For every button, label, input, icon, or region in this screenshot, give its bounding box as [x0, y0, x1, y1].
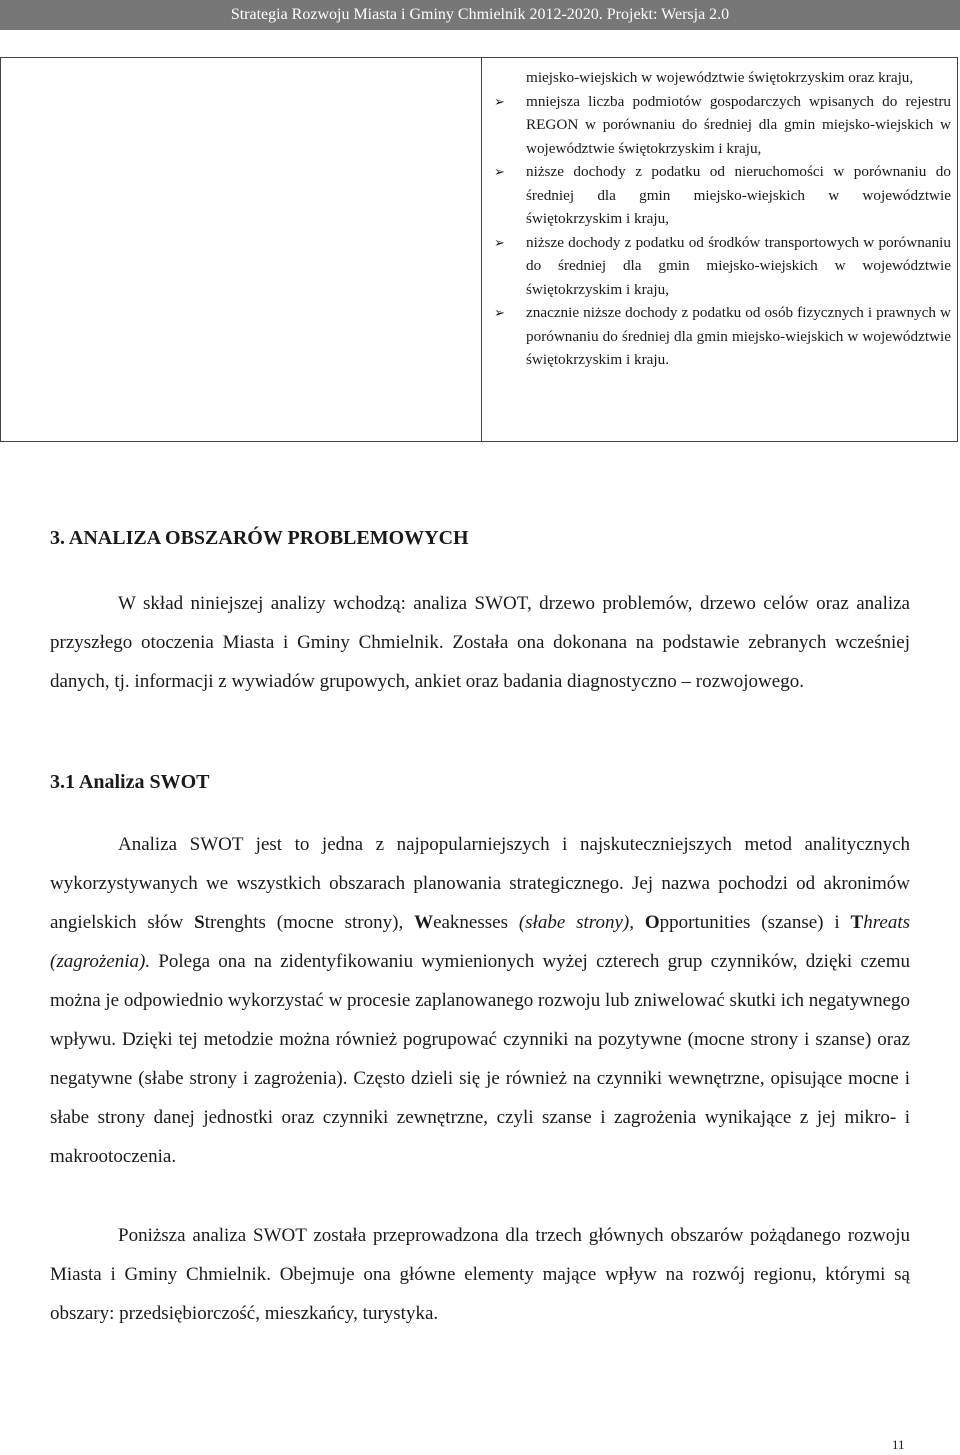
page-header: [0, 0, 960, 30]
section-heading: 3. ANALIZA OBSZARÓW PROBLEMOWYCH: [50, 527, 469, 549]
swot-table-fragment: [0, 57, 958, 442]
continuation-text: miejsko-wiejskich w województwie świętokrzyskim oraz kraju,: [526, 69, 914, 86]
list-item-text: znacznie niższe dochody z podatku od osób fizycznych i prawnych w porównaniu do średniej dla gmin miejsko-wiejskich w województwie świętokrzyskim i kraju.: [526, 304, 951, 368]
subsection-heading: 3.1 Analiza SWOT: [50, 771, 210, 793]
section-paragraph: W skład niniejszej analizy wchodzą: analiza SWOT, drzewo problemów, drzewo celów oraz analiza przyszłego otoczenia Miasta i Gminy Chmielnik. Została ona dokonana na podstawie zebranych wcześniej danych, tj. informacji z wywiadów grupowych, ankiet oraz badania diagnostyczno – rozwojowego.: [50, 593, 910, 692]
arrow-bullet-icon: ➢: [494, 164, 505, 179]
acronym-letter: S: [194, 912, 205, 933]
paragraph-text: Polega ona na zidentyfikowaniu wymienionych wyżej czterech grup czynników, dzięki czemu można je odpowiednio wykorzystać w procesie zaplanowanego rozwoju lub zniwelować skutki ich negatywnego wpływu. Dzięki tej metodzie można również pogrupować czynniki na pozytywne (mocne strony i szanse) oraz negatywne (słabe strony i zagrożenia). Często dzieli się je również na czynniki wewnętrzne, opisujące mocne i słabe strony danej jednostki oraz czynniki zewnętrzne, czyli szanse i zagrożenia wynikające z jej mikro- i makrootoczenia.: [50, 951, 911, 1167]
list-item: [494, 231, 951, 302]
acronym-letter: W: [414, 912, 434, 933]
list-item-text: niższe dochody z podatku od środków transportowych w porównaniu do średniej dla gmin miejsko-wiejskich w województwie świętokrzyskim i kraju,: [526, 233, 951, 298]
paragraph-text-italic: (słabe strony),: [507, 912, 645, 933]
list-item: [494, 301, 951, 372]
paragraph-text: Analiza SWOT jest to jedna z najpopularniejszych i najskuteczniejszych metod analitycznych wykorzystywanych we wszystkich obszarach planowania strategicznego. Jej nazwa pochodzi od akronimów angielskich słów: [50, 834, 910, 933]
acronym-letter: T: [850, 912, 864, 933]
arrow-bullet-icon: ➢: [494, 93, 505, 109]
header-title: Strategia Rozwoju Miasta i Gminy Chmielnik 2012-2020. Projekt: Wersja 2.0: [230, 6, 730, 23]
paragraph-text: eaknesses: [433, 912, 508, 933]
arrow-bullet-icon: ➢: [494, 234, 505, 250]
swot-scope-paragraph: Poniższa analiza SWOT została przeprowadzona dla trzech głównych obszarów pożądanego rozwoju Miasta i Gminy Chmielnik. Obejmuje ona główne elementy mające wpływ na rozwój regionu, którymi są obszary: przedsiębiorczość, mieszkańcy, turystyka.: [50, 1225, 910, 1324]
page-number: 11: [892, 1437, 905, 1452]
swot-definition-paragraph: [50, 825, 910, 1176]
table-column-divider: [481, 58, 482, 441]
arrow-bullet-icon: ➢: [494, 305, 505, 320]
list-item: [494, 160, 951, 231]
list-item-text: mniejsza liczba podmiotów gospodarczych wpisanych do rejestru REGON w porównaniu do średniej dla gmin miejsko-wiejskich w województwie świętokrzyskim i kraju,: [526, 92, 951, 157]
paragraph-text-italic: hreats (zagrożenia).: [50, 912, 910, 972]
list-item-text: niższe dochody z podatku od nieruchomości w porównaniu do średniej dla gmin miejsko-wiejskich w województwie świętokrzyskim i kraju,: [526, 163, 951, 227]
paragraph-text: pportunities (szanse) i: [659, 912, 851, 933]
acronym-letter: O: [644, 912, 660, 933]
table-right-cell: [494, 66, 951, 372]
paragraph-text: trenghts (mocne strony),: [204, 912, 415, 933]
list-item: [494, 90, 951, 161]
